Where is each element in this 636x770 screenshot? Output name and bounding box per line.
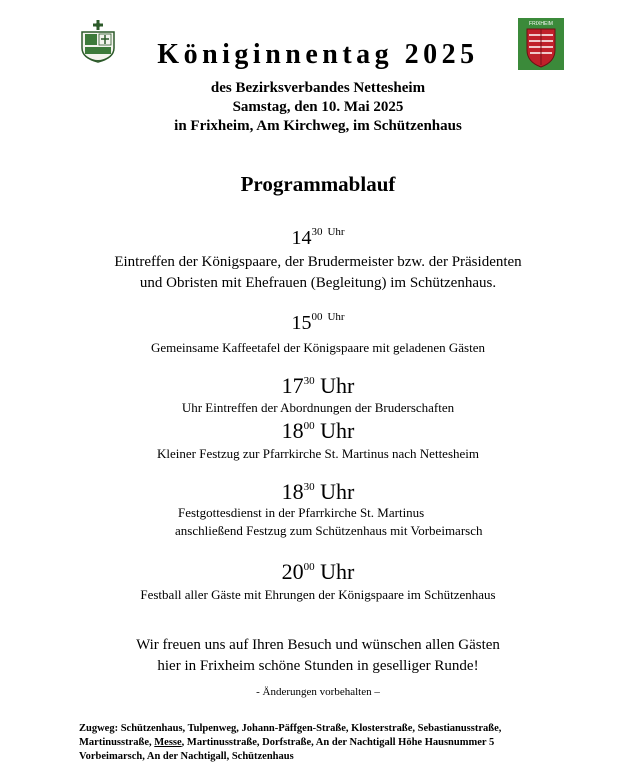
program-desc-1830-line2: anschließend Festzug zum Schützenhaus mit Vorbeimarsch	[175, 523, 483, 538]
organizer-line: des Bezirksverbandes Nettesheim	[210, 80, 426, 96]
event-title: Königinnentag 2025	[157, 39, 479, 70]
program-time-1800: $18^{00}$ Uhr	[281, 418, 355, 443]
svg-text:FRIXHEIM: FRIXHEIM	[529, 21, 553, 27]
program-time-1830: $18^{30}$ Uhr	[281, 479, 355, 504]
program-heading: Programmablauf	[240, 172, 396, 196]
closing-message: Wir freuen uns auf Ihren Besuch und wünschen allen Gästen hier in Frixheim schöne Stunden in geselliger Runde!	[136, 637, 500, 674]
route-line-1: Zugweg: Schützenhaus, Tulpenweg, Johann-Päffgen-Straße, Klosterstraße, Sebastianusstraße,	[79, 723, 502, 734]
program-time-1500: $15^{00}$ $^{Uhr}$	[291, 311, 345, 334]
program-desc-1800: Kleiner Festzug zur Pfarrkirche St. Martinus nach Nettesheim	[156, 446, 480, 461]
program-time-1430: $14^{30}$ $^{Uhr}$	[291, 226, 345, 249]
location-line: in Frixheim, Am Kirchweg, im Schützenhaus	[174, 118, 462, 134]
program-desc-1830-line1: Festgottesdienst in der Pfarrkirche St. Martinus	[178, 505, 425, 520]
program-desc-2000: Festball aller Gäste mit Ehrungen der Königspaare im Schützenhaus	[140, 587, 496, 602]
program-desc-1730: Uhr Eintreffen der Abordnungen der Bruderschaften	[181, 400, 455, 415]
route-line-3: Vorbeimarsch, An der Nachtigall, Schützenhaus	[79, 751, 294, 762]
changes-reserved-note: - Änderungen vorbehalten –	[256, 686, 380, 698]
program-time-2000: $20^{00}$ Uhr	[281, 559, 355, 584]
program-desc-1500: Gemeinsame Kaffeetafel der Königspaare mit geladenen Gästen	[150, 340, 485, 355]
program-time-1730: $17^{30}$ Uhr	[281, 373, 355, 398]
program-desc-1430: Eintreffen der Königspaare, der Brudermeister bzw. der Präsidenten und Obristen mit Ehefrauen (Begleitung) im Schützenhaus.	[114, 254, 522, 291]
route-line-2: Martinusstraße, Messe, Martinusstraße, Dorfstraße, An der Nachtigall Höhe Hausnummer 5	[79, 737, 495, 748]
parade-route	[79, 722, 599, 764]
date-line: Samstag, den 10. Mai 2025	[232, 99, 404, 115]
